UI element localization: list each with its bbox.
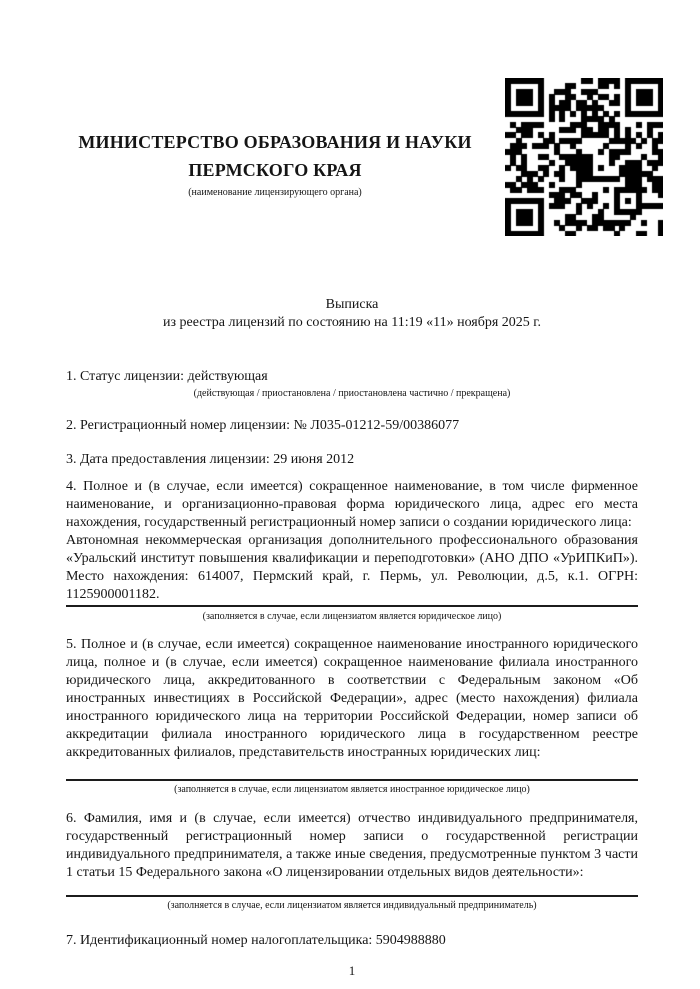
item-license-status: 1. Статус лицензии: действующая	[66, 369, 268, 384]
item-legal-entity	[66, 478, 638, 623]
document-body	[66, 0, 638, 979]
item-legal-entity-answer: Автономная некоммерческая организация дополнительного профессионального образования «Уральский институт повышения квалификации и переподготовки» (АНО ДПО «УрИПКиП»). Место нахождения: 614007, Пермский край, г. Пермь, ул. Революции, д.5, к.1. ОГРН: 1125900001182.	[66, 533, 638, 602]
item-registration-number: 2. Регистрационный номер лицензии: № Л035-01212-59/00386077	[66, 418, 460, 433]
fill-in-rule-individual-entrepreneur	[66, 895, 638, 897]
licensing-authority-caption: (наименование лицензирующего органа)	[188, 187, 362, 198]
item-foreign-entity	[66, 636, 638, 796]
item-grant-date: 3. Дата предоставления лицензии: 29 июня 2012	[66, 452, 355, 467]
item-individual-entrepreneur	[66, 810, 638, 912]
document-title-line1: Выписка	[325, 297, 379, 312]
item-license-status-caption: (действующая / приостановлена / приостановлена частично / прекращена)	[193, 388, 511, 399]
ministry-name-line1: МИНИСТЕРСТВО ОБРАЗОВАНИЯ И НАУКИ	[78, 132, 472, 152]
item-individual-entrepreneur-question: 6. Фамилия, имя и (в случае, если имеется) отчество индивидуального предпринимателя, государственный регистрационный номер записи о государственной регистрации индивидуального предпринимателя, а также иные сведения, предусмотренные пунктом 3 части 1 статьи 15 Федерального закона «О лицензировании отдельных видов деятельности»:	[66, 811, 638, 880]
ministry-name-line2: ПЕРМСКОГО КРАЯ	[188, 160, 362, 180]
item-legal-entity-question: 4. Полное и (в случае, если имеется) сокращенное наименование, в том числе фирменное наименование, и организационно-правовая форма юридического лица, адрес его места нахождения, государственный регистрационный номер записи о создании юридического лица:	[66, 479, 638, 530]
item-foreign-entity-question: 5. Полное и (в случае, если имеется) сокращенное наименование иностранного юридического лица, полное и (в случае, если имеется) сокращенное наименование филиала иностранного юридического лица, аккредитованного в соответствии с Федеральным законом «Об иностранных инвестициях в Российской Федерации», адрес (место нахождения) филиала иностранного юридического лица на территории Российской Федерации, номер записи об аккредитации филиала иностранного юридического лица в государственном реестре аккредитованных филиалов, представительств иностранных юридических лиц:	[66, 637, 638, 760]
fill-in-rule-foreign-entity	[66, 779, 638, 781]
page-number: 1	[348, 963, 356, 978]
item-foreign-entity-caption: (заполняется в случае, если лицензиатом является иностранное юридическое лицо)	[174, 784, 530, 795]
fill-in-rule-legal-entity	[66, 605, 638, 607]
item-individual-entrepreneur-caption: (заполняется в случае, если лицензиатом является индивидуальный предприниматель)	[167, 900, 537, 911]
document-title	[66, 296, 638, 332]
item-taxpayer-number: 7. Идентификационный номер налогоплательщика: 5904988880	[66, 933, 446, 948]
document-title-line2: из реестра лицензий по состоянию на 11:19 «11» ноября 2025 г.	[163, 315, 541, 330]
item-legal-entity-caption: (заполняется в случае, если лицензиатом является юридическое лицо)	[202, 611, 502, 622]
